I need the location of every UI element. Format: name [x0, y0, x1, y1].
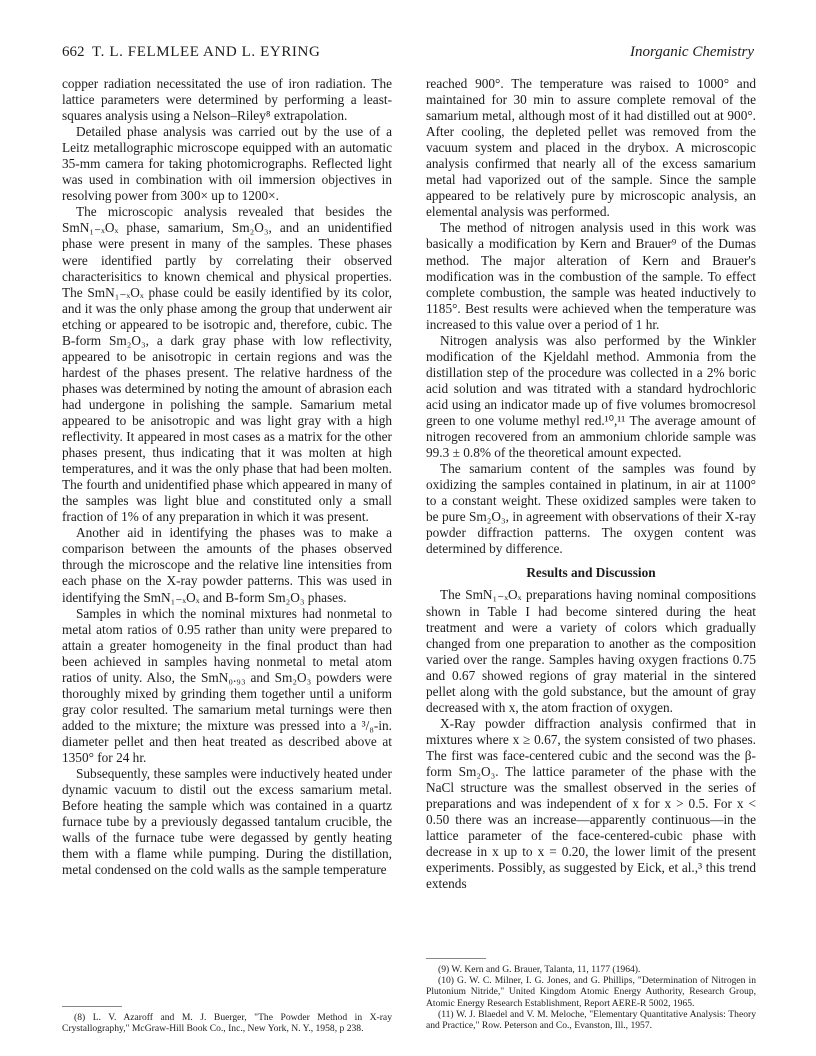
footnotes-left: [62, 1012, 392, 1034]
footnote: (9) W. Kern and G. Brauer, Talanta, 11, 1177 (1964).: [438, 964, 641, 975]
paragraph: copper radiation necessitated the use of iron radiation. The lattice parameters were determined by performing a least-squares analysis using a Nelson–Riley⁸ extrapolation.: [62, 76, 392, 124]
left-column: [62, 76, 392, 878]
footnote: (8) L. V. Azaroff and M. J. Buerger, "The Powder Method in X-ray Crystallography," McGraw-Hill Book Co., Inc., New York, N. Y., 1958, p 238.: [62, 1012, 392, 1035]
paragraph: X-Ray powder diffraction analysis confirmed that in mixtures where x ≥ 0.67, the system consisted of two phases. The first was face-centered cubic and the second was the β-form Sm₂O₃. The lattice parameter of the phase with the NaCl structure was the smallest observed in the series of preparations and was independent of x for x > 0.5. For x < 0.50 there was an increase—apparently continuous—in the lattice parameter of the face-centered-cubic phase with decrease in x up to x = 0.20, the lower limit of the present experiments. Possibly, as suggested by Eick, et al.,³ this trend extends: [426, 715, 756, 892]
right-column: [426, 76, 756, 892]
journal-name: Inorganic Chemistry: [629, 44, 754, 60]
footnotes-right: [426, 964, 756, 1031]
paragraph: Nitrogen analysis was also performed by the Winkler modification of the Kjeldahl method. Ammonia from the distillation step of the procedure was collected in a 2% boric acid solution and was titrated with a standard hydrochloric acid using an indicator made up of five volumes bromocresol green to one volume methyl red.¹⁰,¹¹ The average amount of nitrogen recovered from an ammonium chloride sample was 99.3 ± 0.8% of the theoretical amount expected.: [426, 332, 756, 461]
page-number: 662: [62, 44, 85, 60]
footnote: (10) G. W. C. Milner, I. G. Jones, and G. Phillips, "Determination of Nitrogen in Plutonium Nitride," United Kingdom Atomic Energy Authority, Research Group, Atomic Energy Research Establishment, Report AERE-R 5002, 1965.: [426, 975, 756, 1009]
footnote: (11) W. J. Blaedel and V. M. Meloche, "Elementary Quantitative Analysis: Theory and Practice," Row. Peterson and Co., Evanston, Ill., 1957.: [426, 1008, 756, 1032]
paragraph: The microscopic analysis revealed that besides the SmN₁₋ₓOₓ phase, samarium, Sm₂O₃, and an unidentified phase were present in many of the samples. These phases were identified partly by correlating their observed characterisitics to known chemical and physical properties. The SmN₁₋ₓOₓ phase could be easily identified by its color, and it was the only phase among the group that underwent air etching or appeared to be isotropic and, therefore, cubic. The B-form Sm₂O₃, a dark gray phase with low reflectivity, appeared to be anisotropic in certain regions and was the hardest of the phases present. The relative hardness of the phases was determined by noting the amount of abrasion each had undergone in polishing the sample. Samarium metal appeared to be anisotropic and was light gray with a high reflectivity. It appeared in most cases as a matrix for the other phases present, thus indicating that it was molten at high temperatures, and it was the only phase that had been molten. The fourth and unidentified phase which appeared in many of the samples was light blue and constituted only a small fraction of 1% of any preparation in which it was present.: [62, 204, 392, 525]
footnote-rule: [62, 1006, 122, 1007]
paragraph: Subsequently, these samples were inductively heated under dynamic vacuum to distil out the excess samarium metal. Before heating the sample which was contained in a quartz furnace tube by a previously degassed tantalum crucible, the walls of the furnace tube were degassed by gently heating them with a flame while pumping. During the distillation, metal condensed on the cold walls as the sample temperature: [62, 766, 392, 878]
paragraph: Another aid in identifying the phases was to make a comparison between the amounts of the phases observed through the microscope and the relative line intensities from each phase on the X-ray powder patterns. This was used in identifying the SmN₁₋ₓOₓ and B-form Sm₂O₃ phases.: [62, 525, 392, 605]
paragraph: Samples in which the nominal mixtures had nonmetal to metal atom ratios of 0.95 rather than unity were prepared to attain a greater homogeneity in the final product than had been achieved in samples having nonmetal to metal atom ratios of unity. Also, the SmN₀.₉₃ and Sm₂O₃ powders were thoroughly mixed by grinding them together until a uniform gray color resulted. The samarium metal turnings were then added to the mixture; the mixture was pressed into a ³/₈-in. diameter pellet and then heat treated as described above at 1350° for 24 hr.: [62, 605, 392, 765]
running-header: [62, 44, 754, 62]
section-heading: Results and Discussion: [526, 565, 656, 581]
paragraph: The samarium content of the samples was found by oxidizing the samples contained in platinum, in air at 1100° to a constant weight. These oxidized samples were taken to be pure Sm₂O₃, in agreement with observations of their X-ray powder diffraction patterns. The oxygen content was determined by difference.: [426, 461, 756, 557]
paragraph: The SmN₁₋ₓOₓ preparations having nominal compositions shown in Table I had become sintered during the heat treatment and were a variety of colors which gradually changed from one preparation to another as the composition varied over the range. Samples having oxygen fractions 0.75 and 0.67 showed regions of gray material in the sintered pellet along with the gold substance, but the amount of gray decreased with x, the atom fraction of oxygen.: [426, 587, 756, 715]
paragraph: reached 900°. The temperature was raised to 1000° and maintained for 30 min to assure complete removal of the samarium metal, although most of it had distilled out at 900°. After cooling, the depleted pellet was removed from the vacuum system and placed in the drybox. A microscopic analysis confirmed that nearly all of the excess samarium metal had vaporized out of the sample. Since the sample appeared to be relatively pure by microscopic analysis, an elemental analysis was performed.: [426, 76, 756, 220]
paragraph: Detailed phase analysis was carried out by the use of a Leitz metallographic microscope equipped with an automatic 35-mm camera for taking photomicrographs. Reflected light was used in combination with oil immersion objectives in resolving power from 300× up to 1200×.: [62, 124, 392, 204]
footnote-rule: [426, 958, 486, 959]
paragraph: The method of nitrogen analysis used in this work was basically a modification by Kern and Brauer⁹ of the Dumas method. The major alteration of Kern and Brauer's modification was in the combustion of the sample. To effect complete combustion, the sample was heated inductively to 1185°. Best results were achieved when the temperature was increased to this value over a period of 1 hr.: [426, 220, 756, 332]
running-authors: T. L. FELMLEE AND L. EYRING: [92, 44, 321, 60]
